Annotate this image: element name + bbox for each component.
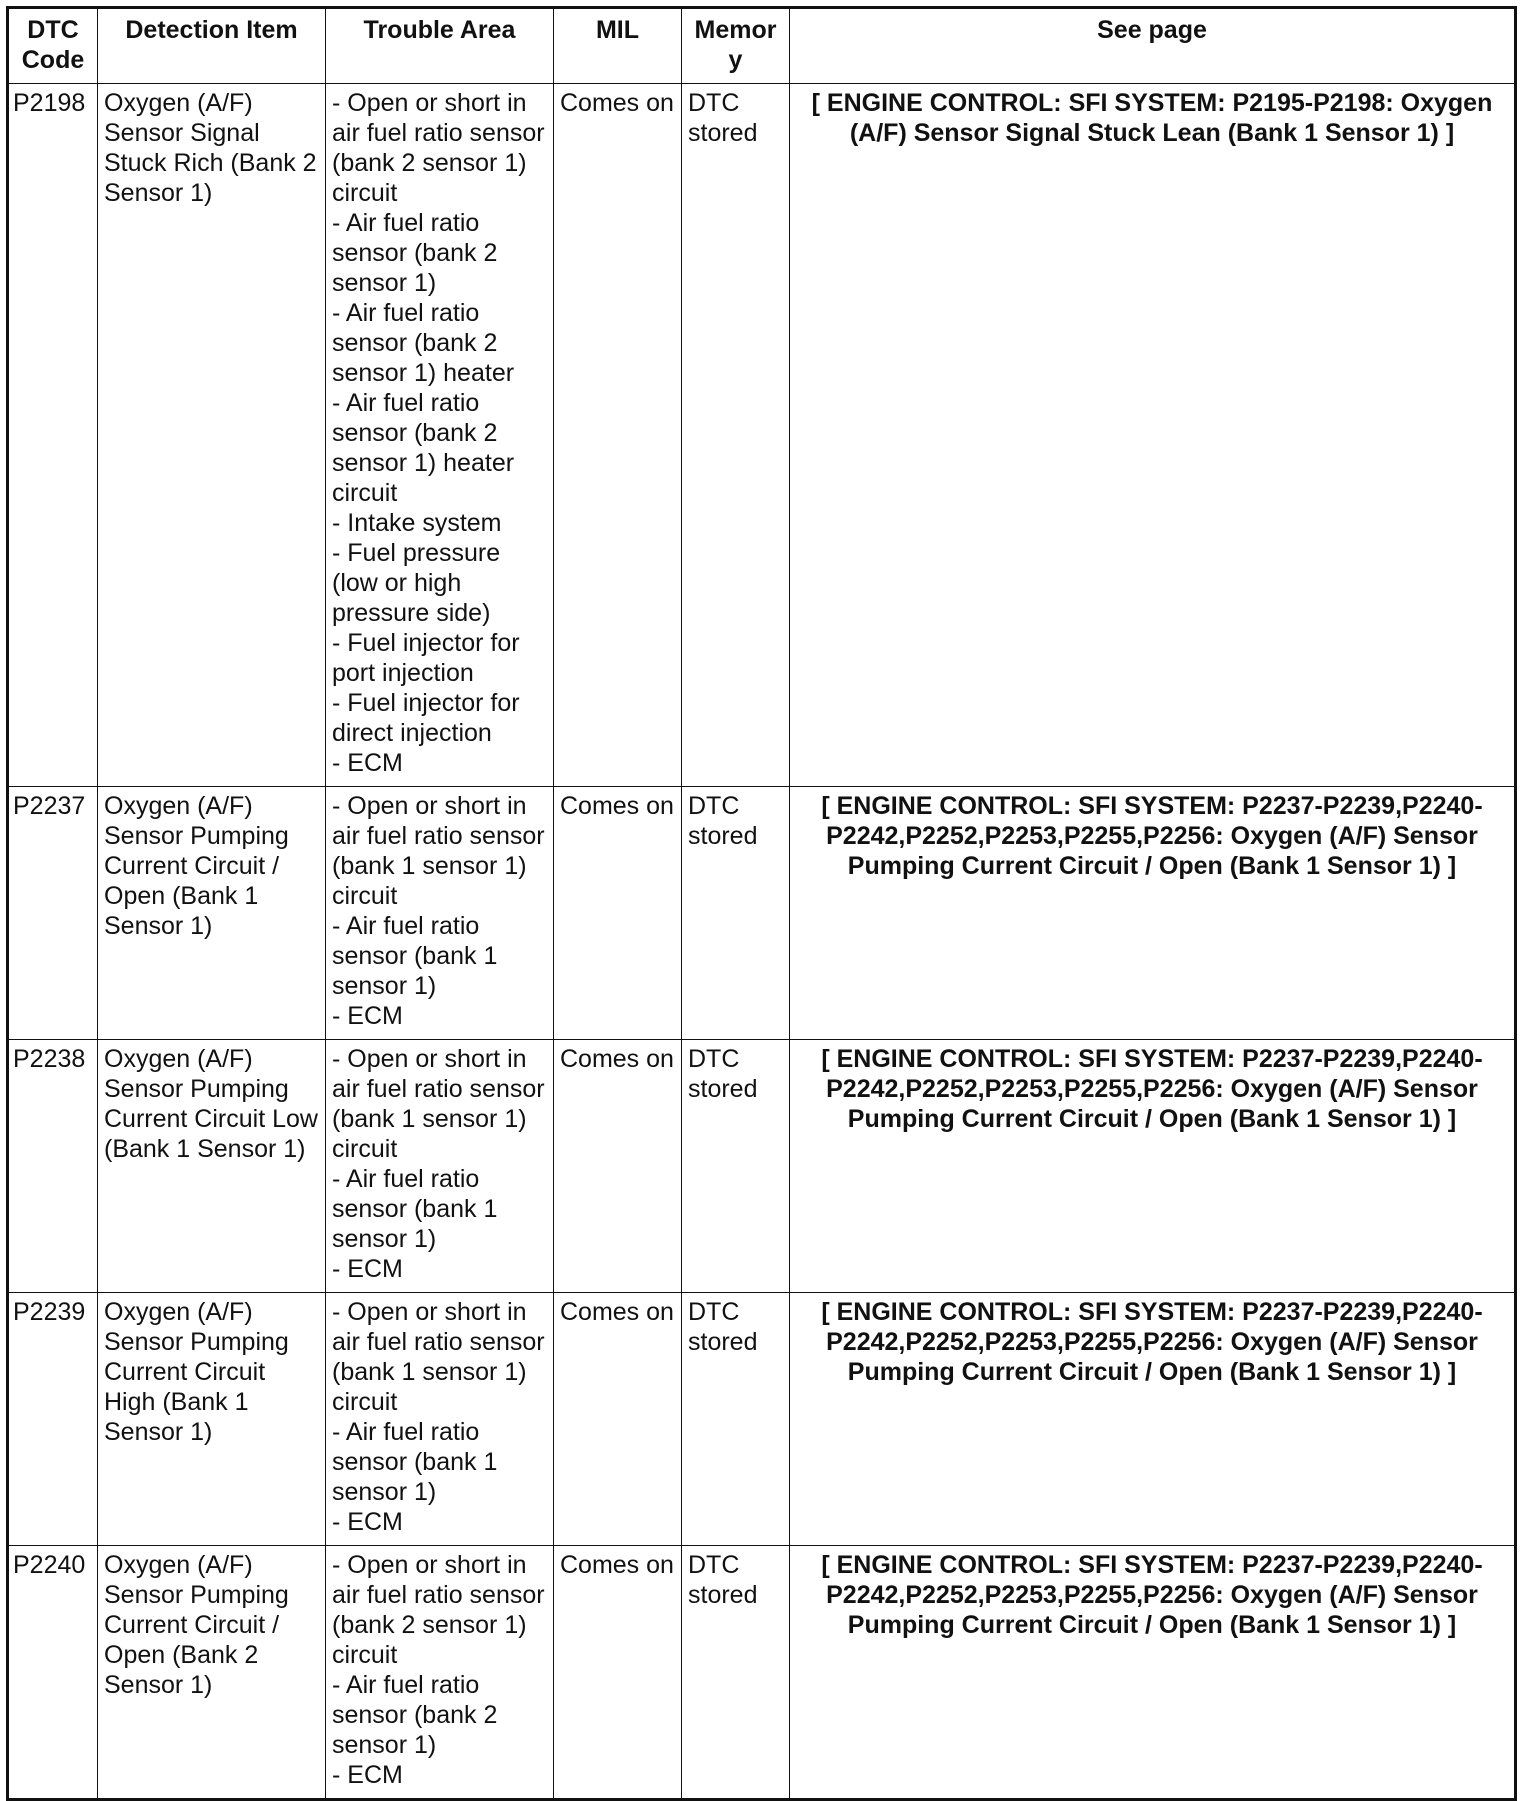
memory-cell: DTC stored (682, 1293, 790, 1546)
dtc-table (6, 6, 1517, 1801)
trouble-area-cell (326, 84, 554, 787)
trouble-area-cell (326, 1040, 554, 1293)
header-detection-item: Detection Item (98, 8, 326, 84)
trouble-area-item: - Air fuel ratio sensor (bank 1 sensor 1) (332, 912, 498, 1000)
header-row (8, 8, 1516, 84)
see-page-link[interactable]: [ ENGINE CONTROL: SFI SYSTEM: P2195-P2198: Oxygen (A/F) Sensor Signal Stuck Lean (Bank 1 Sensor 1) ] (790, 84, 1516, 787)
trouble-area-item: - ECM (332, 749, 403, 777)
memory-cell: DTC stored (682, 787, 790, 1040)
mil-cell: Comes on (554, 1040, 682, 1293)
mil-cell: Comes on (554, 1293, 682, 1546)
header-trouble-area: Trouble Area (326, 8, 554, 84)
trouble-area-item: - Air fuel ratio sensor (bank 2 sensor 1) heater circuit (332, 389, 515, 507)
trouble-area-item: - ECM (332, 1002, 403, 1030)
trouble-area-cell (326, 787, 554, 1040)
trouble-area-cell (326, 1546, 554, 1800)
trouble-area-cell (326, 1293, 554, 1546)
table-row (8, 787, 1516, 1040)
trouble-area-item: - Open or short in air fuel ratio sensor (bank 1 sensor 1) circuit (332, 1045, 545, 1163)
memory-cell: DTC stored (682, 1040, 790, 1293)
trouble-area-item: - ECM (332, 1255, 403, 1283)
see-page-link[interactable]: [ ENGINE CONTROL: SFI SYSTEM: P2237-P2239,P2240-P2242,P2252,P2253,P2255,P2256: Oxygen (A/F) Sensor Pumping Current Circuit / Open (Bank 1 Sensor 1) ] (790, 1546, 1516, 1800)
table-row (8, 1546, 1516, 1800)
dtc-code-cell: P2238 (8, 1040, 98, 1293)
table-row (8, 1293, 1516, 1546)
trouble-area-item: - Intake system (332, 509, 502, 537)
see-page-link[interactable]: [ ENGINE CONTROL: SFI SYSTEM: P2237-P2239,P2240-P2242,P2252,P2253,P2255,P2256: Oxygen (A/F) Sensor Pumping Current Circuit / Open (Bank 1 Sensor 1) ] (790, 1293, 1516, 1546)
table-row (8, 1040, 1516, 1293)
trouble-area-item: - Fuel injector for direct injection (332, 689, 520, 747)
dtc-code-cell: P2198 (8, 84, 98, 787)
see-page-link[interactable]: [ ENGINE CONTROL: SFI SYSTEM: P2237-P2239,P2240-P2242,P2252,P2253,P2255,P2256: Oxygen (A/F) Sensor Pumping Current Circuit / Open (Bank 1 Sensor 1) ] (790, 1040, 1516, 1293)
dtc-code-cell: P2237 (8, 787, 98, 1040)
trouble-area-item: - Open or short in air fuel ratio sensor (bank 1 sensor 1) circuit (332, 1298, 545, 1416)
dtc-code-cell: P2240 (8, 1546, 98, 1800)
detection-item-cell: Oxygen (A/F) Sensor Pumping Current Circuit / Open (Bank 2 Sensor 1) (98, 1546, 326, 1800)
trouble-area-item: - Air fuel ratio sensor (bank 2 sensor 1) heater (332, 299, 515, 387)
mil-cell: Comes on (554, 84, 682, 787)
mil-cell: Comes on (554, 1546, 682, 1800)
dtc-code-cell: P2239 (8, 1293, 98, 1546)
trouble-area-item: - ECM (332, 1508, 403, 1536)
trouble-area-item: - Air fuel ratio sensor (bank 1 sensor 1) (332, 1165, 498, 1253)
trouble-area-item: - Air fuel ratio sensor (bank 1 sensor 1) (332, 1418, 498, 1506)
header-dtc-code: DTC Code (8, 8, 98, 84)
header-see-page: See page (790, 8, 1516, 84)
trouble-area-item: - Air fuel ratio sensor (bank 2 sensor 1) (332, 1671, 498, 1759)
trouble-area-item: - Open or short in air fuel ratio sensor (bank 2 sensor 1) circuit (332, 1551, 545, 1669)
detection-item-cell: Oxygen (A/F) Sensor Pumping Current Circuit High (Bank 1 Sensor 1) (98, 1293, 326, 1546)
detection-item-cell: Oxygen (A/F) Sensor Signal Stuck Rich (Bank 2 Sensor 1) (98, 84, 326, 787)
table-row (8, 84, 1516, 787)
trouble-area-item: - Fuel injector for port injection (332, 629, 520, 687)
header-memory: Memory (682, 8, 790, 84)
detection-item-cell: Oxygen (A/F) Sensor Pumping Current Circuit / Open (Bank 1 Sensor 1) (98, 787, 326, 1040)
trouble-area-item: - Open or short in air fuel ratio sensor (bank 1 sensor 1) circuit (332, 792, 545, 910)
mil-cell: Comes on (554, 787, 682, 1040)
trouble-area-item: - Air fuel ratio sensor (bank 2 sensor 1) (332, 209, 498, 297)
see-page-link[interactable]: [ ENGINE CONTROL: SFI SYSTEM: P2237-P2239,P2240-P2242,P2252,P2253,P2255,P2256: Oxygen (A/F) Sensor Pumping Current Circuit / Open (Bank 1 Sensor 1) ] (790, 787, 1516, 1040)
memory-cell: DTC stored (682, 84, 790, 787)
header-mil: MIL (554, 8, 682, 84)
trouble-area-item: - Fuel pressure (low or high pressure side) (332, 539, 501, 627)
memory-cell: DTC stored (682, 1546, 790, 1800)
detection-item-cell: Oxygen (A/F) Sensor Pumping Current Circuit Low (Bank 1 Sensor 1) (98, 1040, 326, 1293)
trouble-area-item: - ECM (332, 1761, 403, 1789)
trouble-area-item: - Open or short in air fuel ratio sensor (bank 2 sensor 1) circuit (332, 89, 545, 207)
